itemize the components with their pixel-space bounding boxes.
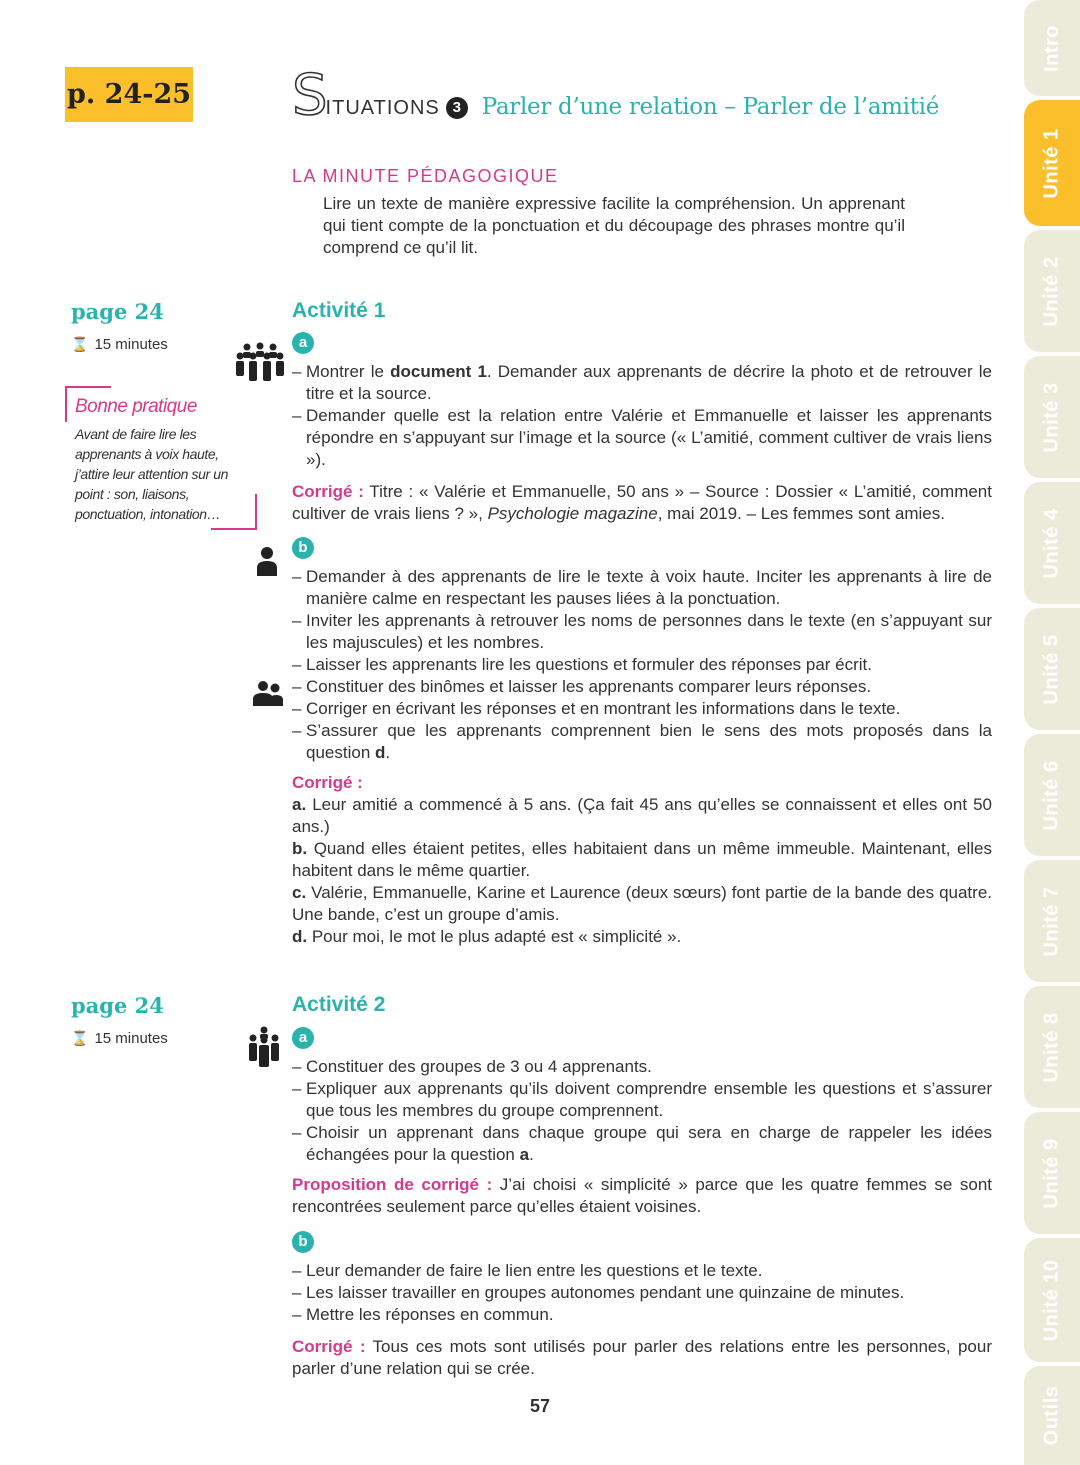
answer-item: c. Valérie, Emmanuelle, Karine et Laurence (deux sœurs) font partie de la bande des quatre. Une bande, c’est un groupe d’amis. [292, 883, 992, 924]
answer-item: b. Quand elles étaient petites, elles habitaient dans un même immeuble. Maintenant, elles habitent dans le même quartier. [292, 839, 992, 880]
activity1-duration [71, 336, 168, 353]
tab-unite-2[interactable]: Unité 2 [1024, 230, 1080, 352]
single-person-icon [255, 546, 279, 576]
list-item: – Leur demander de faire le lien entre les questions et le texte. [292, 1261, 763, 1280]
activity1-a-answer: Corrigé : Titre : « Valérie et Emmanuelle, 50 ans » – Source : Dossier « L’amitié, comment cultiver de vrais liens ? », Psychologie magazine, mai 2019. – Les femmes sont amies. [292, 482, 992, 523]
tab-unite-10[interactable]: Unité 10 [1024, 1238, 1080, 1362]
tip-border [211, 528, 257, 530]
tip-border [255, 494, 257, 530]
activity2-title: Activité 2 [292, 993, 386, 1016]
answer-item: a. Leur amitié a commencé à 5 ans. (Ça fait 45 ans qu’elles se connaissent et elles ont 50 ans.) [292, 795, 992, 836]
list-item: – Les laisser travailler en groupes autonomes pendant une quinzaine de minutes. [292, 1283, 905, 1302]
tip-border [65, 386, 67, 422]
tab-unite-4[interactable]: Unité 4 [1024, 482, 1080, 604]
activity2-b-list [292, 1260, 992, 1326]
hourglass-icon: ⌛ [71, 1030, 89, 1046]
group-icon [246, 1026, 282, 1068]
page-number: 57 [529, 1396, 551, 1416]
title-subtitle: Parler d’une relation – Parler de l’amitié [481, 94, 940, 120]
tab-unite-9[interactable]: Unité 9 [1024, 1112, 1080, 1234]
group-icon [235, 342, 285, 384]
activity2-b-answer: Corrigé : Tous ces mots sont utilisés pour parler des relations entre les personnes, pour parler d’une relation qui se crée. [292, 1337, 992, 1378]
list-item: – Demander quelle est la relation entre Valérie et Emmanuelle et laisser les apprenants répondre en s’appuyant sur l’image et la source (« L’amitié, comment cultiver de vrais liens »). [292, 406, 992, 469]
tip-border [65, 386, 111, 388]
page-range-badge: p. 24-25 [65, 67, 193, 122]
tab-unite-5[interactable]: Unité 5 [1024, 608, 1080, 730]
minute-text: Lire un texte de manière expressive facilite la compréhension. Un apprenant qui tient compte de la ponctuation et du découpage des phrases montre qu’il comprend ce qu’il lit. [323, 194, 905, 257]
answer-label: Corrigé : [292, 482, 364, 501]
tab-unite-7[interactable]: Unité 7 [1024, 860, 1080, 982]
activity1-b-answers [292, 772, 992, 948]
list-item: – Choisir un apprenant dans chaque groupe qui sera en charge de rappeler les idées échangées pour la question a. [292, 1123, 992, 1164]
hourglass-icon: ⌛ [71, 336, 89, 352]
step-a-badge: a [292, 1027, 314, 1049]
tab-unite-3[interactable]: Unité 3 [1024, 356, 1080, 478]
title-word: ITUATIONS [325, 97, 440, 119]
tip-text: Avant de faire lire les apprenants à voix haute, j’attire leur attention sur un point : son, liaisons, ponctuation, intonation… [75, 426, 228, 522]
activity1-page-ref: page 24 [71, 299, 164, 324]
answer-label: Corrigé : [292, 773, 363, 792]
tab-unite-1[interactable]: Unité 1 [1024, 100, 1080, 226]
list-item: – Corriger en écrivant les réponses et en montrant les informations dans le texte. [292, 699, 901, 718]
duration-text: 15 minutes [94, 336, 168, 353]
list-item: – Demander à des apprenants de lire le texte à voix haute. Inciter les apprenants à lire de manière calme en respectant les pauses liées à la ponctuation. [292, 567, 992, 608]
list-item: – Constituer des binômes et laisser les apprenants comparer leurs réponses. [292, 677, 872, 696]
tip-title: Bonne pratique [75, 396, 197, 417]
activity2-duration [71, 1030, 168, 1047]
tab-unite-8[interactable]: Unité 8 [1024, 986, 1080, 1108]
activity2-a-list [292, 1056, 992, 1166]
tab-outils[interactable]: Outils [1024, 1366, 1080, 1465]
activity1-a-list [292, 361, 992, 471]
list-item: – Laisser les apprenants lire les questions et formuler des réponses par écrit. [292, 655, 873, 674]
list-item: – Montrer le document 1. Demander aux apprenants de décrire la photo et de retrouver le titre et la source. [292, 362, 993, 403]
title-number: 3 [446, 97, 468, 119]
step-b-badge: b [292, 1231, 314, 1253]
list-item: – Constituer des groupes de 3 ou 4 apprenants. [292, 1057, 652, 1076]
activity2-a-answer: Proposition de corrigé : J’ai choisi « simplicité » parce que les quatre femmes se sont rencontrées seulement parce qu’elles étaient voisines. [292, 1175, 992, 1216]
good-practice-box [65, 386, 257, 530]
pair-icon [252, 680, 284, 708]
activity2-page-ref: page 24 [71, 993, 164, 1018]
list-item: – Expliquer aux apprenants qu’ils doivent comprendre ensemble les questions et s’assurer que tous les membres du groupe comprennent. [292, 1079, 992, 1120]
list-item: – Mettre les réponses en commun. [292, 1305, 554, 1324]
activity1-b-list [292, 566, 992, 764]
activity1-title: Activité 1 [292, 299, 386, 322]
step-b-badge: b [292, 537, 314, 559]
list-item: – Inviter les apprenants à retrouver les noms de personnes dans le texte (en s’appuyant sur les majuscules) et les nombres. [292, 611, 992, 652]
title-initial: S [292, 63, 328, 128]
tab-intro[interactable]: Intro [1024, 0, 1080, 96]
answer-label: Corrigé : [292, 1337, 366, 1356]
list-item: – S’assurer que les apprenants comprennent bien le sens des mots proposés dans la question d. [292, 721, 992, 762]
section-title [292, 63, 940, 128]
minute-heading: LA MINUTE PÉDAGOGIQUE [292, 166, 559, 186]
answer-label: Proposition de corrigé : [292, 1175, 493, 1194]
answer-item: d. Pour moi, le mot le plus adapté est « simplicité ». [292, 927, 682, 946]
duration-text: 15 minutes [94, 1030, 168, 1047]
step-a-badge: a [292, 332, 314, 354]
tab-unite-6[interactable]: Unité 6 [1024, 734, 1080, 856]
